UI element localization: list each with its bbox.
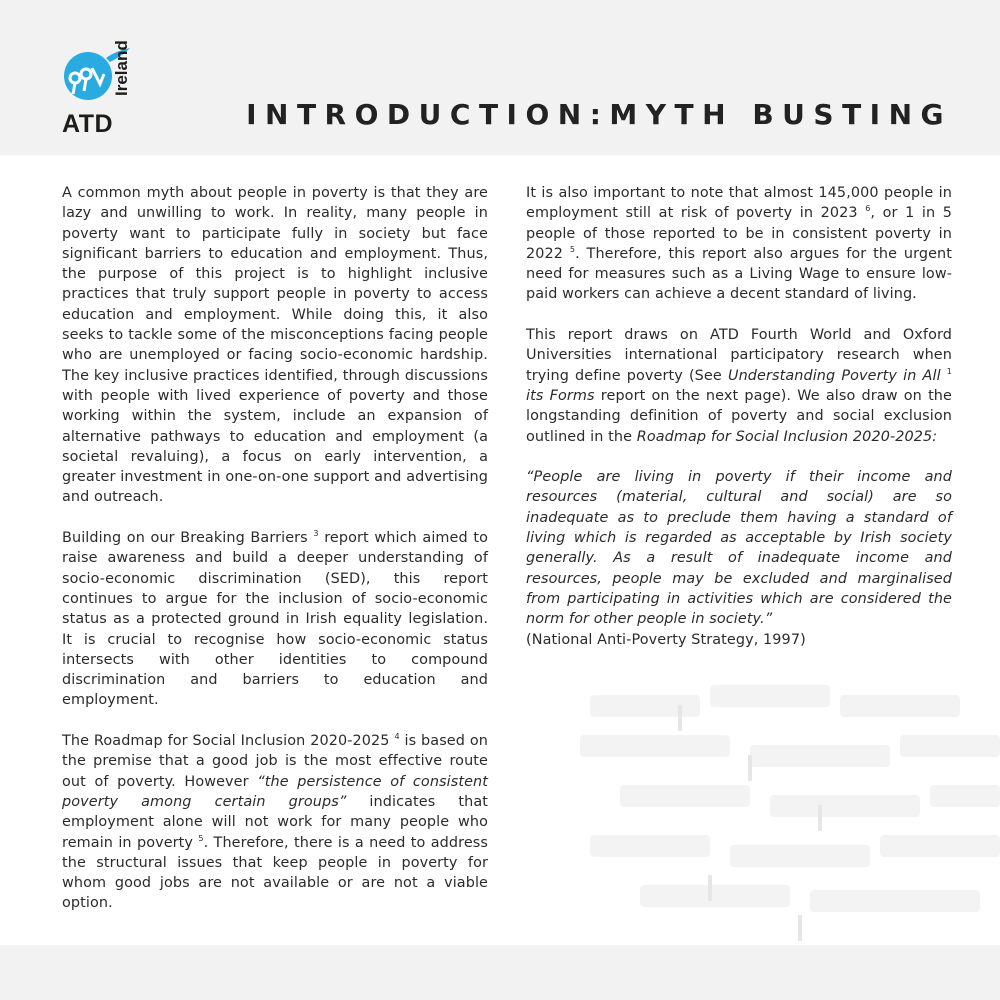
paragraph	[526, 325, 952, 447]
paragraph-text: This report draws on ATD Fourth World and Oxford Universities international participatory research when trying define poverty (See	[526, 327, 952, 384]
footnote-marker: 1	[946, 366, 952, 376]
report-title: Understanding Poverty in All	[727, 367, 947, 384]
paragraph-text: report which aimed to raise awareness and build a deeper understanding of socio-economic discrimination (SED), this report continues to argue for the inclusion of socio-economic status as a protected ground in Irish equality legislation. It is crucial to recognise how socio-economic status intersects with other identities to compound discrimination and barriers to education and employment.	[62, 530, 488, 709]
definition-quote	[526, 467, 952, 629]
page-header	[0, 0, 1000, 155]
paragraph-text: , or 1 in 5 people of those reported to be in consistent poverty in 2022	[526, 205, 953, 262]
paragraph-text: Building on our Breaking Barriers	[62, 530, 314, 547]
paragraph	[62, 183, 488, 508]
paragraph	[62, 731, 488, 914]
content-area	[0, 155, 1000, 945]
footnote-marker: 4	[394, 732, 400, 742]
paragraph-text: A common myth about people in poverty is that they are lazy and unwilling to work. In reality, many people in poverty want to participate fully in society but face significant barriers to education and employment. Thus, the purpose of this project is to highlight inclusive practices that truly support people in poverty to access education and employment. While doing this, it also seeks to tackle some of the misconceptions facing people who are unemployed or facing socio-economic hardship. The key inclusive practices identified, through discussions with people with lived experience of poverty and those working within the system, include an expansion of alternative pathways to education and employment (a societal revaluing), a focus on early intervention, a greater investment in one-on-one support and advertising and outreach.	[62, 185, 488, 506]
paragraph-text: . Therefore, there is a need to address the structural issues that keep people in poverty for whom good jobs are not available or are not a viable option.	[62, 834, 488, 912]
paragraph-text: report on the next page). We also draw on the longstanding definition of poverty and social exclusion outlined in the	[526, 387, 952, 445]
left-column	[62, 183, 488, 934]
paragraph-text: . Therefore, this report also argues for the urgent need for measures such as a Living Wage to ensure low-paid workers can achieve a decent standard of living.	[526, 245, 952, 303]
quote-text: “People are living in poverty if their income and resources (material, cultural and social) are so inadequate as to preclude them having a standard of living which is regarded as acceptable by Irish society generally. As a result of inadequate income and resources, people may be excluded and marginalised from participating in activities which are considered the norm for other people in society.”	[526, 469, 952, 628]
report-title: Roadmap for Social Inclusion 2020-2025:	[636, 428, 938, 445]
logo-text: ATD	[62, 110, 114, 138]
footnote-marker: 6	[865, 204, 871, 214]
inline-quote: “the persistence of consistent poverty among certain groups”	[62, 773, 489, 810]
footnote-marker: 3	[313, 529, 319, 539]
citation-text: (National Anti-Poverty Strategy, 1997)	[526, 631, 806, 648]
paragraph	[526, 183, 952, 305]
paragraph-text: It is also important to note that almost 145,000 people in employment still at risk of poverty in 2023	[526, 185, 952, 222]
paragraph-text: The Roadmap for Social Inclusion 2020-2025	[62, 733, 395, 750]
report-title: its Forms	[526, 387, 595, 404]
footnote-marker: 5	[198, 833, 204, 843]
logo-subtext: Ireland	[112, 40, 131, 96]
right-column	[526, 183, 952, 670]
brick-wall-watermark-icon	[580, 675, 1000, 945]
footnote-marker: 5	[569, 244, 576, 254]
paragraph-text: is based on the premise that a good job is the most effective route out of poverty. However	[62, 733, 488, 790]
page-footer	[0, 945, 1000, 1000]
page-title: INTRODUCTION:MYTH BUSTING	[246, 98, 952, 131]
paragraph-text: indicates that employment alone will not work for many people who remain in poverty	[62, 793, 488, 851]
paragraph	[62, 528, 488, 711]
citation	[526, 630, 952, 650]
